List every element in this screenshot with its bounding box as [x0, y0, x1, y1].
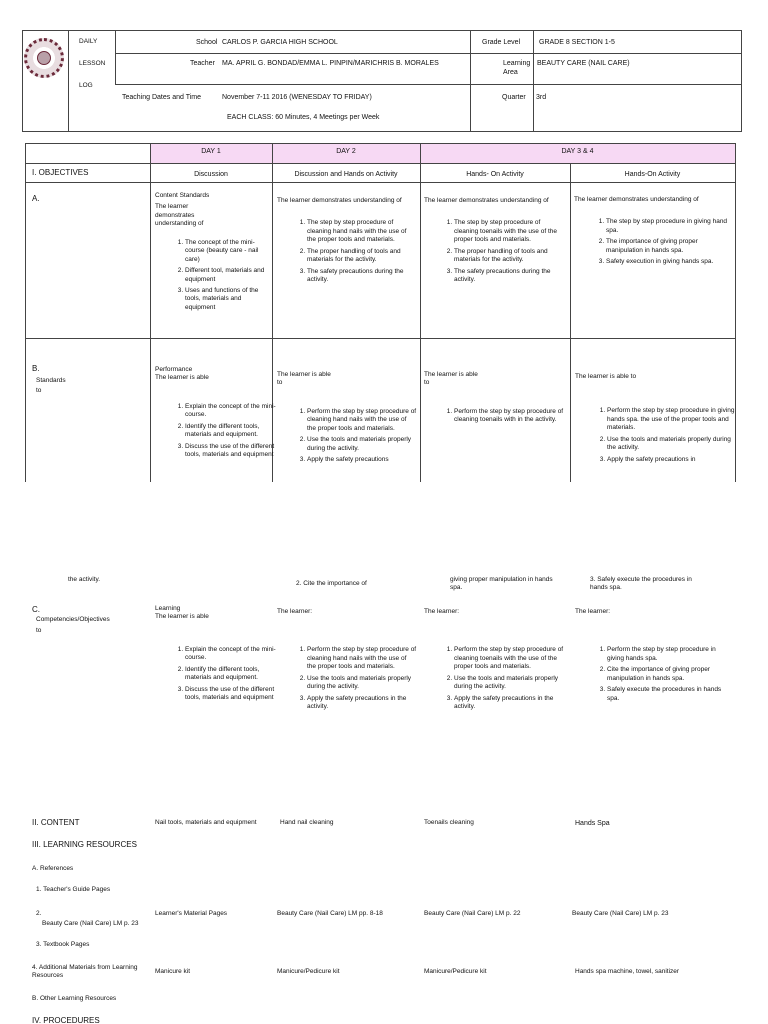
- row-a-label: A.: [32, 194, 40, 203]
- list-item: 1. Perform the step by step procedure of cleaning hand nails with the use of the proper tools and materials.: [307, 408, 417, 433]
- list-item: 3. The safety precautions during the activity.: [454, 268, 566, 285]
- school-seal-logo: [24, 38, 64, 78]
- learning-title: Learning: [155, 605, 181, 612]
- teacher-label: Teacher: [190, 60, 215, 67]
- log-line-log: LOG: [79, 82, 93, 89]
- list-item: 1. Perform the step by step procedure of cleaning toenails with in the activity.: [454, 408, 570, 425]
- lm-pages-day-4: Beauty Care (Nail Care) LM p. 23: [572, 910, 669, 917]
- school-value: CARLOS P. GARCIA HIGH SCHOOL: [222, 39, 338, 46]
- activity-day-3: Hands- On Activity: [466, 171, 524, 178]
- overflow-col3: giving proper manipulation in hands spa.: [450, 576, 553, 592]
- overflow-col4: 3. Safely execute the procedures in hands spa.: [590, 576, 692, 592]
- other-resources-label: B. Other Learning Resources: [32, 995, 117, 1002]
- lm-pages-number: 2.: [36, 910, 42, 917]
- activity-day-4: Hands-On Activity: [624, 171, 681, 178]
- list-item: 1. Perform the step by step procedure in giving hands spa.: [607, 646, 723, 663]
- row-c-col3: [424, 608, 566, 715]
- list-item: 3. Discuss the use of the different tools, materials and equipment: [185, 443, 277, 460]
- list-item: 1. The concept of the mini- course (beauty care - nail care): [185, 239, 270, 264]
- list-item: 3. Apply the safety precautions: [307, 456, 417, 464]
- row-b-col3-to: to: [424, 379, 430, 387]
- row-a-col4-intro: The learner demonstrates understanding of: [574, 196, 699, 203]
- list-item: 3. Safety execution in giving hands spa.: [606, 258, 732, 266]
- row-b-col3: [424, 371, 570, 428]
- list-item: 2. Use the tools and materials properly during the activity.: [454, 675, 566, 692]
- row-c-col3-intro: The learner:: [424, 608, 460, 615]
- list-item: 1. Explain the concept of the mini-course.: [185, 403, 277, 420]
- row-c-col2-intro: The learner:: [277, 608, 313, 615]
- list-item: 2. Identify the different tools, materials and equipment.: [185, 423, 277, 440]
- list-item: 2. Cite the importance of giving proper manipulation in hands spa.: [607, 666, 723, 683]
- grade-label: Grade Level: [482, 39, 521, 46]
- row-c-col1-intro: The learner is able: [155, 613, 209, 621]
- list-item: 2. The proper handling of tools and materials for the activity.: [307, 248, 417, 265]
- list-item: 2. Different tool, materials and equipment: [185, 267, 270, 284]
- list-item: 1. Perform the step by step procedure of cleaning toenails with the use of the proper tools and materials.: [454, 646, 566, 671]
- row-b-label-to: to: [36, 387, 42, 394]
- school-label: School: [196, 39, 218, 46]
- objectives-label: I. OBJECTIVES: [32, 168, 89, 177]
- list-item: 3. Discuss the use of the different tools, materials and equipment: [185, 686, 277, 703]
- quarter-label: Quarter: [502, 94, 526, 101]
- list-item: 3. Apply the safety precautions in the activity.: [454, 695, 566, 712]
- grade-value: GRADE 8 SECTION 1-5: [539, 39, 615, 46]
- list-item: 1. The step by step procedure of cleaning hand nails with the use of the proper tools and materials.: [307, 219, 417, 244]
- row-b-col2: [277, 371, 417, 468]
- content-label: II. CONTENT: [32, 818, 80, 827]
- content-day-2: Hand nail cleaning: [280, 819, 334, 826]
- list-item: 1. Perform the step by step procedure of cleaning hand nails with the use of the proper tools and materials.: [307, 646, 417, 671]
- content-day-3: Toenails cleaning: [424, 819, 474, 826]
- log-line-lesson: LESSON: [79, 60, 106, 67]
- list-item: 3. The safety precautions during the activity.: [307, 268, 417, 285]
- row-a-col1: [155, 192, 270, 315]
- dates-label: Teaching Dates and Time: [122, 94, 201, 101]
- quarter-value: 3rd: [536, 94, 547, 101]
- overflow-col1: the activity.: [68, 576, 101, 583]
- list-item: 2. The proper handling of tools and materials for the activity.: [454, 248, 566, 265]
- lm-pages-label: Beauty Care (Nail Care) LM p. 23: [42, 920, 139, 927]
- row-b-label: B.: [32, 364, 40, 373]
- dates-value: November 7-11 2016 (WENESDAY TO FRIDAY): [222, 94, 372, 101]
- each-class-note: EACH CLASS: 60 Minutes, 4 Meetings per Week: [227, 114, 380, 121]
- textbook-pages-label: 3. Textbook Pages: [36, 941, 90, 948]
- list-item: 2. Identify the different tools, materials and equipment.: [185, 666, 277, 683]
- lm-pages-day-3: Beauty Care (Nail Care) LM p. 22: [424, 910, 521, 917]
- content-day-1: Nail tools, materials and equipment: [155, 819, 257, 826]
- additional-materials-day-1: Manicure kit: [155, 968, 191, 975]
- lm-pages-day-1: Learner's Material Pages: [155, 910, 228, 917]
- row-c-label: C.: [32, 605, 40, 614]
- list-item: 2. Use the tools and materials properly during the activity.: [307, 436, 417, 453]
- row-c-label-to: to: [36, 627, 42, 634]
- row-b-col1-intro: The learner is able: [155, 374, 209, 382]
- list-item: 1. The step by step procedure of cleaning toenails with the use of the proper tools and materials.: [454, 219, 566, 244]
- teachers-guide-label: 1. Teacher's Guide Pages: [36, 886, 111, 893]
- procedures-label: IV. PROCEDURES: [32, 1016, 100, 1024]
- row-a-col3-intro: The learner demonstrates understanding of: [424, 197, 549, 204]
- additional-materials-day-3: Manicure/Pedicure kit: [424, 968, 487, 975]
- additional-materials-day-4: Hands spa machine, towel, sanitizer: [575, 968, 680, 975]
- additional-materials-label: 4. Additional Materials from Learning Resources: [32, 964, 138, 980]
- list-item: 2. Use the tools and materials properly during the activity.: [307, 675, 417, 692]
- day-1-header: DAY 1: [201, 148, 221, 155]
- row-c-label-competencies: Competencies/Objectives: [36, 616, 110, 623]
- row-a-col2: [277, 197, 417, 288]
- day-2-header: DAY 2: [336, 148, 356, 155]
- learning-area-value: BEAUTY CARE (NAIL CARE): [537, 60, 630, 67]
- activity-day-2: Discussion and Hands on Activity: [294, 171, 398, 178]
- list-item: 2. Use the tools and materials properly during the activity.: [607, 436, 735, 453]
- performance-title: Performance: [155, 366, 193, 373]
- row-c-col4-intro: The learner:: [575, 608, 611, 615]
- row-c-col2: [277, 608, 417, 715]
- row-b-label-standards: Standards: [36, 377, 66, 384]
- row-b-col1: [155, 366, 277, 463]
- activity-day-1: Discussion: [194, 171, 228, 178]
- additional-materials-day-2: Manicure/Pedicure kit: [277, 968, 340, 975]
- row-c-col1: [155, 605, 277, 706]
- list-item: 1. The step by step procedure in giving hand spa.: [606, 218, 732, 235]
- learning-area-label: Learning Area: [503, 60, 531, 77]
- row-a-col1-intro: The learner demonstrates understanding of: [155, 203, 204, 228]
- row-b-col2-intro: The learner is able: [277, 371, 331, 378]
- content-day-4: Hands Spa: [575, 820, 610, 827]
- row-a-col4: [574, 196, 732, 270]
- content-standards-title: Content Standards: [155, 192, 210, 199]
- row-c-col4: [575, 608, 723, 706]
- list-item: 3. Uses and functions of the tools, materials and equipment: [185, 287, 270, 312]
- row-a-col3: [424, 197, 566, 288]
- lm-pages-day-2: Beauty Care (Nail Care) LM pp. 8-18: [277, 910, 383, 917]
- references-label: A. References: [32, 865, 74, 872]
- list-item: 3. Apply the safety precautions in the activity.: [307, 695, 417, 712]
- list-item: 1. Perform the step by step procedure in giving hands spa. the use of the proper tools and materials.: [607, 407, 735, 432]
- list-item: 3. Apply the safety precautions in: [607, 456, 735, 464]
- row-b-col4-intro: The learner is able to: [575, 373, 637, 380]
- log-line-daily: DAILY: [79, 38, 98, 45]
- overflow-col2: 2. Cite the importance of: [296, 580, 367, 587]
- list-item: 1. Explain the concept of the mini-course.: [185, 646, 277, 663]
- teacher-value: MA. APRIL G. BONDAD/EMMA L. PINPIN/MARICHRIS B. MORALES: [222, 60, 439, 67]
- row-b-col2-to: to: [277, 379, 283, 387]
- row-b-col4: [575, 373, 735, 467]
- day-3-4-header: DAY 3 & 4: [561, 148, 594, 155]
- row-b-col3-intro: The learner is able: [424, 371, 478, 378]
- list-item: 3. Safely execute the procedures in hands spa.: [607, 686, 723, 703]
- row-a-col2-intro: The learner demonstrates understanding of: [277, 197, 402, 204]
- list-item: 2. The importance of giving proper manipulation in hands spa.: [606, 238, 732, 255]
- learning-resources-label: III. LEARNING RESOURCES: [32, 840, 137, 849]
